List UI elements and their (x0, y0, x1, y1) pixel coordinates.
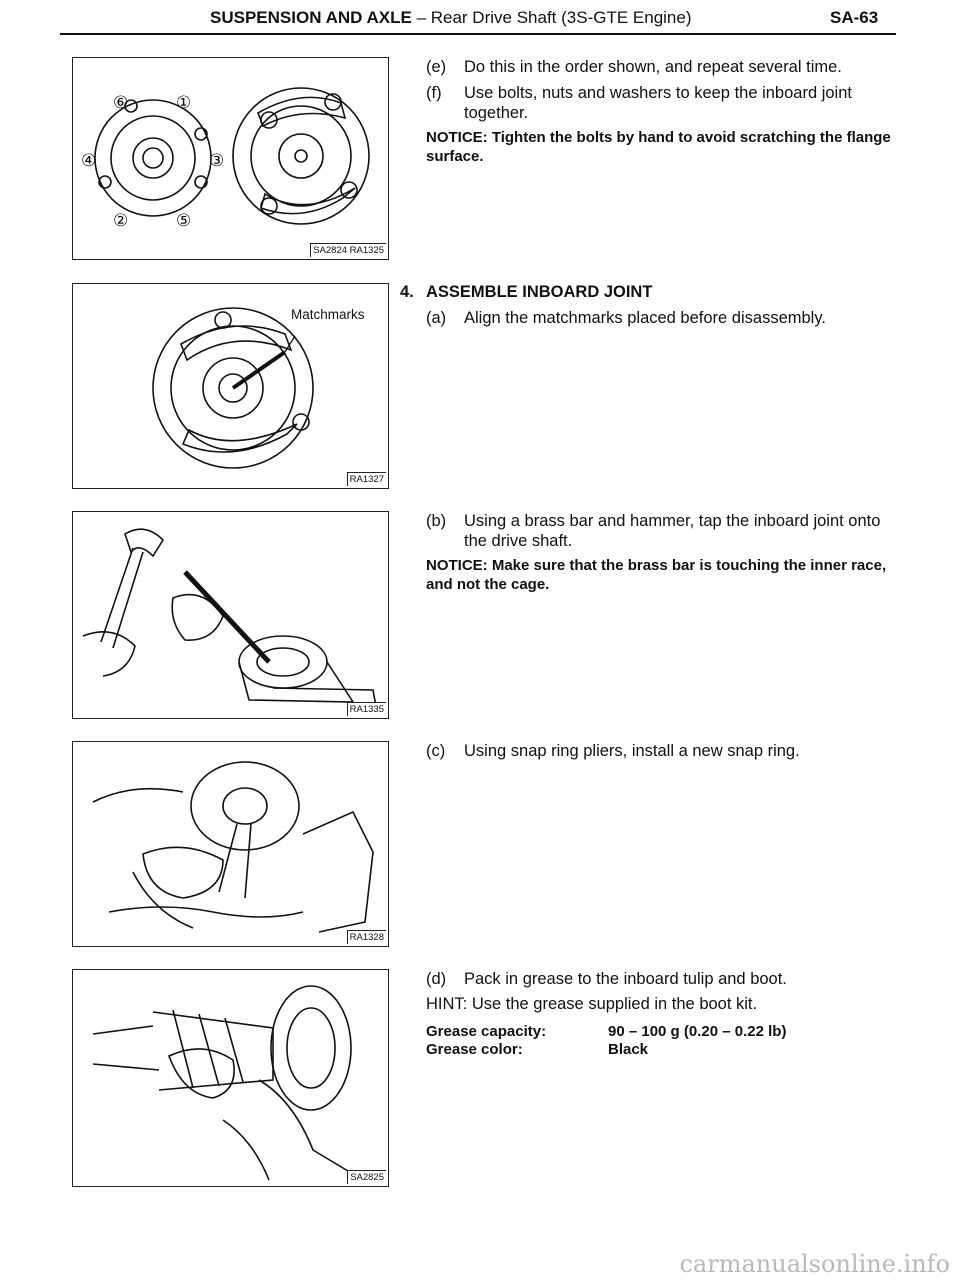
step-e-label: (e) (426, 58, 447, 76)
hint-grease: HINT: Use the grease supplied in the boot kit. (426, 995, 758, 1013)
figure-code: RA1335 (347, 702, 386, 716)
figure-code: SA2824 RA1325 (310, 243, 386, 257)
step-a (426, 308, 901, 328)
step-f (426, 83, 901, 123)
order-marker-3: ③ (209, 151, 225, 171)
hammer-illustration (73, 512, 387, 717)
step-c-text: Using snap ring pliers, install a new snap ring. (464, 742, 800, 760)
order-marker-6: ⑥ (113, 93, 129, 113)
snap-ring-pliers-illustration (73, 742, 387, 945)
step-b-label: (b) (426, 512, 447, 530)
section-title: ASSEMBLE INBOARD JOINT (426, 283, 653, 301)
order-marker-5: ⑤ (176, 211, 192, 231)
notice-brass-bar: NOTICE: Make sure that the brass bar is touching the inner race, and not the cage. (426, 557, 887, 593)
figure-grease (72, 969, 389, 1187)
order-marker-2: ② (113, 211, 129, 231)
order-marker-1: ① (176, 93, 192, 113)
section-number: 4. (400, 283, 414, 301)
spec-value: Black (608, 1041, 649, 1058)
page-header (0, 0, 960, 40)
spec-label: Grease capacity: (426, 1023, 547, 1040)
figure-matchmarks (72, 283, 389, 489)
spec-label: Grease color: (426, 1041, 523, 1058)
step-a-label: (a) (426, 309, 447, 327)
spec-grease-capacity (426, 1023, 787, 1041)
figure-code: SA2825 (347, 1170, 386, 1184)
matchmarks-callout: Matchmarks (291, 307, 365, 322)
step-f-label: (f) (426, 84, 442, 102)
step-b (426, 511, 901, 551)
page-number: SA-63 (830, 8, 879, 27)
spec-value: 90 – 100 g (0.20 – 0.22 lb) (608, 1023, 787, 1040)
watermark: carmanualsonline.info (679, 1250, 950, 1278)
step-d-text: Pack in grease to the inboard tulip and boot. (464, 970, 787, 988)
header-title (210, 8, 692, 28)
step-e-text: Do this in the order shown, and repeat several time. (464, 58, 842, 76)
header-subtitle: – Rear Drive Shaft (3S-GTE Engine) (416, 8, 692, 27)
figure-tightening-order (72, 57, 389, 260)
step-e (426, 57, 901, 77)
grease-packing-illustration (73, 970, 387, 1185)
spec-grease-color (426, 1041, 649, 1059)
step-d (426, 969, 901, 989)
figure-code: RA1327 (347, 472, 386, 486)
header-section: SUSPENSION AND AXLE (210, 8, 412, 27)
step-a-text: Align the matchmarks placed before disassembly. (464, 309, 826, 327)
step-f-text: Use bolts, nuts and washers to keep the inboard joint together. (464, 84, 852, 122)
notice-flange: NOTICE: Tighten the bolts by hand to avoid scratching the flange surface. (426, 129, 891, 165)
step-d-label: (d) (426, 970, 447, 988)
step-b-text: Using a brass bar and hammer, tap the inboard joint onto the drive shaft. (464, 512, 881, 550)
figure-code: RA1328 (347, 930, 386, 944)
step-c-label: (c) (426, 742, 446, 760)
order-marker-4: ④ (81, 151, 97, 171)
flange-illustration (73, 58, 387, 258)
step-c (426, 741, 901, 761)
figure-snap-ring (72, 741, 389, 947)
header-rule (60, 33, 896, 35)
figure-brass-bar (72, 511, 389, 719)
